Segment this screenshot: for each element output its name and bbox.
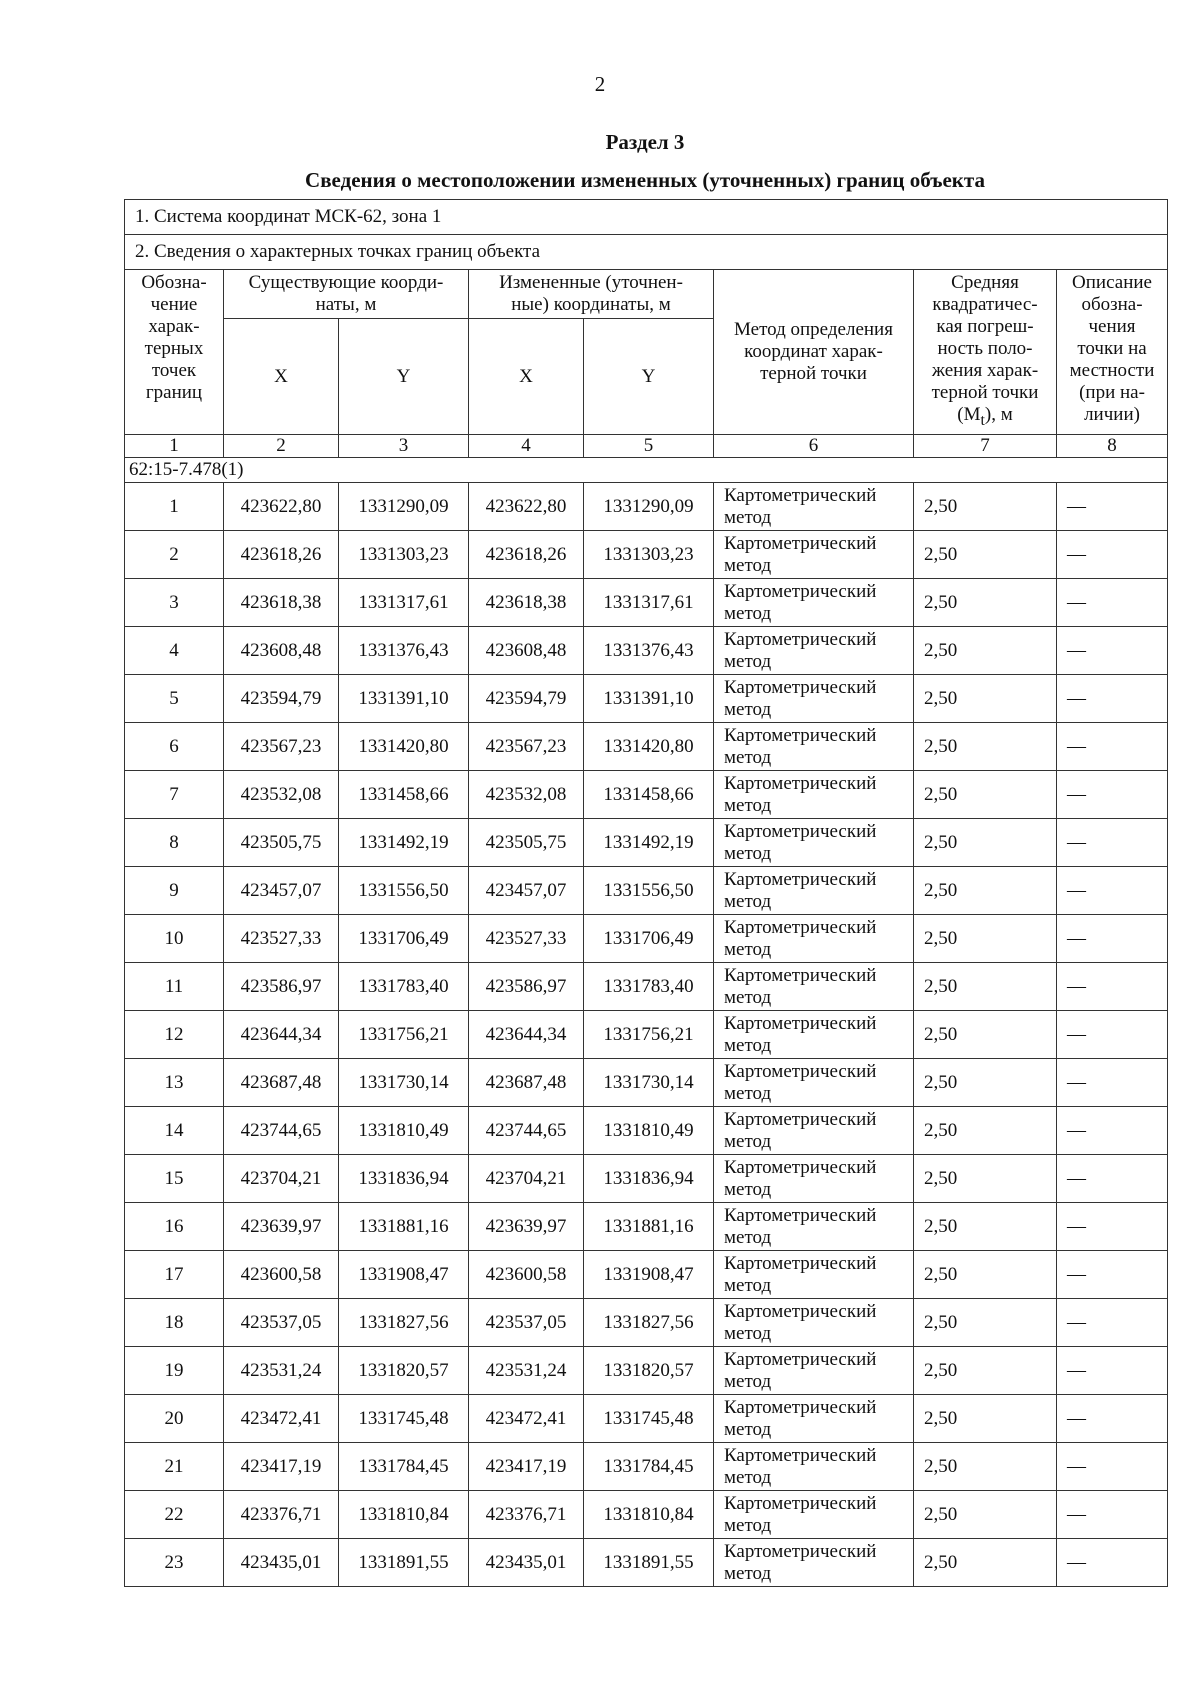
table-row [125, 531, 1168, 579]
cell-method: Картометрический метод [714, 1491, 914, 1539]
cell-existing-x: 423505,75 [224, 819, 339, 867]
cell-point-number: 4 [125, 627, 224, 675]
column-numbers-row [125, 435, 1168, 458]
cell-changed-y: 1331556,50 [584, 867, 714, 915]
cell-changed-y: 1331784,45 [584, 1443, 714, 1491]
cell-point-number: 15 [125, 1155, 224, 1203]
cell-mean-square-error: 2,50 [914, 531, 1057, 579]
cell-changed-y: 1331881,16 [584, 1203, 714, 1251]
table-row [125, 579, 1168, 627]
cell-changed-x: 423531,24 [469, 1347, 584, 1395]
cell-existing-x: 423567,23 [224, 723, 339, 771]
cell-point-number: 1 [125, 483, 224, 531]
cell-existing-x: 423644,34 [224, 1011, 339, 1059]
cell-existing-y: 1331458,66 [339, 771, 469, 819]
cell-existing-x: 423532,08 [224, 771, 339, 819]
table-row [125, 723, 1168, 771]
cell-point-number: 12 [125, 1011, 224, 1059]
table-row [125, 1107, 1168, 1155]
cell-changed-x: 423527,33 [469, 915, 584, 963]
cell-description: — [1057, 963, 1168, 1011]
column-number: 5 [584, 435, 714, 458]
cell-method: Картометрический метод [714, 579, 914, 627]
cell-existing-y: 1331891,55 [339, 1539, 469, 1587]
cell-mean-square-error: 2,50 [914, 915, 1057, 963]
table-row [125, 867, 1168, 915]
cell-point-number: 3 [125, 579, 224, 627]
cell-existing-x: 423704,21 [224, 1155, 339, 1203]
document-title: Сведения о местоположении измененных (уточненных) границ объекта [305, 168, 985, 192]
cell-mean-square-error: 2,50 [914, 1299, 1057, 1347]
column-number: 6 [714, 435, 914, 458]
cell-changed-y: 1331836,94 [584, 1155, 714, 1203]
cell-description: — [1057, 915, 1168, 963]
cell-existing-x: 423618,26 [224, 531, 339, 579]
cell-changed-x: 423505,75 [469, 819, 584, 867]
table-row [125, 483, 1168, 531]
cell-point-number: 13 [125, 1059, 224, 1107]
header-changed-x: X [469, 319, 584, 435]
cell-method: Картометрический метод [714, 867, 914, 915]
cell-existing-y: 1331317,61 [339, 579, 469, 627]
cell-mean-square-error: 2,50 [914, 723, 1057, 771]
cell-mean-square-error: 2,50 [914, 1107, 1057, 1155]
cell-changed-y: 1331420,80 [584, 723, 714, 771]
cell-method: Картометрический метод [714, 1011, 914, 1059]
cell-method: Картометрический метод [714, 723, 914, 771]
points-heading-text: 2. Сведения о характерных точках границ объекта [125, 235, 1168, 270]
cell-existing-y: 1331420,80 [339, 723, 469, 771]
cell-point-number: 19 [125, 1347, 224, 1395]
cell-changed-x: 423472,41 [469, 1395, 584, 1443]
table-row [125, 675, 1168, 723]
cell-existing-x: 423618,38 [224, 579, 339, 627]
cell-changed-x: 423644,34 [469, 1011, 584, 1059]
cell-method: Картометрический метод [714, 1155, 914, 1203]
coordinate-system-row [125, 200, 1168, 235]
table-row [125, 1443, 1168, 1491]
cell-description: — [1057, 1059, 1168, 1107]
cell-existing-y: 1331492,19 [339, 819, 469, 867]
cell-description: — [1057, 867, 1168, 915]
cell-existing-x: 423608,48 [224, 627, 339, 675]
cell-changed-x: 423457,07 [469, 867, 584, 915]
cell-mean-square-error: 2,50 [914, 1155, 1057, 1203]
parcel-group-row [125, 458, 1168, 483]
cell-mean-square-error: 2,50 [914, 579, 1057, 627]
cell-mean-square-error: 2,50 [914, 1395, 1057, 1443]
cell-method: Картометрический метод [714, 1443, 914, 1491]
table-row [125, 627, 1168, 675]
cell-description: — [1057, 1203, 1168, 1251]
cell-existing-y: 1331784,45 [339, 1443, 469, 1491]
cell-method: Картометрический метод [714, 1107, 914, 1155]
cell-description: — [1057, 1011, 1168, 1059]
cell-existing-y: 1331756,21 [339, 1011, 469, 1059]
cell-existing-x: 423435,01 [224, 1539, 339, 1587]
cell-description: — [1057, 1107, 1168, 1155]
header-changed-coordinates: Измененные (уточнен- ные) координаты, м [469, 270, 714, 319]
cell-changed-y: 1331891,55 [584, 1539, 714, 1587]
cell-method: Картометрический метод [714, 915, 914, 963]
cell-existing-y: 1331908,47 [339, 1251, 469, 1299]
cell-changed-y: 1331730,14 [584, 1059, 714, 1107]
cell-changed-y: 1331458,66 [584, 771, 714, 819]
cell-changed-y: 1331783,40 [584, 963, 714, 1011]
cell-changed-y: 1331391,10 [584, 675, 714, 723]
cell-changed-y: 1331820,57 [584, 1347, 714, 1395]
cell-description: — [1057, 819, 1168, 867]
cell-mean-square-error: 2,50 [914, 1011, 1057, 1059]
cell-existing-x: 423600,58 [224, 1251, 339, 1299]
column-number: 8 [1057, 435, 1168, 458]
cell-changed-x: 423639,97 [469, 1203, 584, 1251]
cell-mean-square-error: 2,50 [914, 1443, 1057, 1491]
cell-description: — [1057, 771, 1168, 819]
cell-changed-x: 423608,48 [469, 627, 584, 675]
cell-existing-x: 423472,41 [224, 1395, 339, 1443]
cell-mean-square-error: 2,50 [914, 1539, 1057, 1587]
header-designation: Обозна- чение харак- терных точек границ [125, 270, 224, 435]
cell-point-number: 16 [125, 1203, 224, 1251]
cell-existing-x: 423639,97 [224, 1203, 339, 1251]
column-number: 2 [224, 435, 339, 458]
cell-description: — [1057, 675, 1168, 723]
cell-mean-square-error: 2,50 [914, 867, 1057, 915]
cell-point-number: 9 [125, 867, 224, 915]
cell-changed-y: 1331317,61 [584, 579, 714, 627]
cell-changed-y: 1331492,19 [584, 819, 714, 867]
cell-existing-x: 423594,79 [224, 675, 339, 723]
cell-description: — [1057, 483, 1168, 531]
cell-description: — [1057, 1443, 1168, 1491]
cell-point-number: 5 [125, 675, 224, 723]
cell-method: Картометрический метод [714, 963, 914, 1011]
cell-changed-y: 1331376,43 [584, 627, 714, 675]
cell-point-number: 22 [125, 1491, 224, 1539]
cell-changed-x: 423687,48 [469, 1059, 584, 1107]
cell-method: Картометрический метод [714, 819, 914, 867]
cell-point-number: 8 [125, 819, 224, 867]
cell-existing-x: 423537,05 [224, 1299, 339, 1347]
table-row [125, 819, 1168, 867]
cell-changed-x: 423618,38 [469, 579, 584, 627]
cell-mean-square-error: 2,50 [914, 627, 1057, 675]
cell-changed-x: 423435,01 [469, 1539, 584, 1587]
cell-changed-x: 423376,71 [469, 1491, 584, 1539]
cell-mean-square-error: 2,50 [914, 483, 1057, 531]
cell-existing-x: 423744,65 [224, 1107, 339, 1155]
cell-changed-y: 1331908,47 [584, 1251, 714, 1299]
cell-method: Картометрический метод [714, 483, 914, 531]
cell-point-number: 11 [125, 963, 224, 1011]
cell-method: Картометрический метод [714, 1347, 914, 1395]
cell-method: Картометрический метод [714, 1059, 914, 1107]
table-row [125, 1155, 1168, 1203]
table-row [125, 1395, 1168, 1443]
cell-description: — [1057, 1539, 1168, 1587]
cell-method: Картометрический метод [714, 1395, 914, 1443]
cell-method: Картометрический метод [714, 1299, 914, 1347]
column-number: 1 [125, 435, 224, 458]
cell-existing-x: 423622,80 [224, 483, 339, 531]
cell-changed-y: 1331810,84 [584, 1491, 714, 1539]
cell-point-number: 23 [125, 1539, 224, 1587]
cell-existing-y: 1331836,94 [339, 1155, 469, 1203]
section-title: Раздел 3 [605, 130, 685, 154]
cell-changed-y: 1331290,09 [584, 483, 714, 531]
cell-mean-square-error: 2,50 [914, 1491, 1057, 1539]
table-row [125, 771, 1168, 819]
cell-existing-y: 1331827,56 [339, 1299, 469, 1347]
header-method: Метод определения координат харак- терной точки [714, 270, 914, 435]
cell-changed-x: 423417,19 [469, 1443, 584, 1491]
cell-description: — [1057, 1299, 1168, 1347]
cell-point-number: 21 [125, 1443, 224, 1491]
table-row [125, 1299, 1168, 1347]
column-number: 4 [469, 435, 584, 458]
header-mean-square-error: Средняя квадратичес- кая погреш- ность поло- жения харак- терной точки $(M_t)$, м [914, 270, 1057, 435]
cell-existing-x: 423531,24 [224, 1347, 339, 1395]
cell-method: Картометрический метод [714, 1539, 914, 1587]
cell-existing-y: 1331745,48 [339, 1395, 469, 1443]
cell-mean-square-error: 2,50 [914, 675, 1057, 723]
cell-mean-square-error: 2,50 [914, 1251, 1057, 1299]
cell-existing-x: 423687,48 [224, 1059, 339, 1107]
header-row-top [125, 270, 1168, 319]
cell-description: — [1057, 1395, 1168, 1443]
cell-description: — [1057, 627, 1168, 675]
cell-mean-square-error: 2,50 [914, 1203, 1057, 1251]
cell-point-number: 14 [125, 1107, 224, 1155]
cell-existing-y: 1331706,49 [339, 915, 469, 963]
cell-changed-y: 1331706,49 [584, 915, 714, 963]
header-description: Описание обозна- чения точки на местности (при на- личии) [1057, 270, 1168, 435]
cell-mean-square-error: 2,50 [914, 963, 1057, 1011]
cell-existing-y: 1331810,49 [339, 1107, 469, 1155]
coordinate-system-text: 1. Система координат МСК-62, зона 1 [125, 200, 1168, 235]
cell-existing-x: 423376,71 [224, 1491, 339, 1539]
cell-mean-square-error: 2,50 [914, 1059, 1057, 1107]
cell-point-number: 17 [125, 1251, 224, 1299]
cell-changed-x: 423594,79 [469, 675, 584, 723]
cell-point-number: 18 [125, 1299, 224, 1347]
cell-existing-y: 1331820,57 [339, 1347, 469, 1395]
table-row [125, 1059, 1168, 1107]
boundary-points-table [124, 199, 1168, 1587]
cell-method: Картометрический метод [714, 771, 914, 819]
cell-existing-x: 423417,19 [224, 1443, 339, 1491]
cell-changed-x: 423618,26 [469, 531, 584, 579]
cell-point-number: 20 [125, 1395, 224, 1443]
cell-changed-x: 423567,23 [469, 723, 584, 771]
cell-mean-square-error: 2,50 [914, 771, 1057, 819]
table-row [125, 915, 1168, 963]
cell-point-number: 7 [125, 771, 224, 819]
cell-existing-y: 1331290,09 [339, 483, 469, 531]
cell-mean-square-error: 2,50 [914, 1347, 1057, 1395]
cell-changed-x: 423622,80 [469, 483, 584, 531]
cell-existing-y: 1331303,23 [339, 531, 469, 579]
cell-changed-y: 1331745,48 [584, 1395, 714, 1443]
cell-description: — [1057, 1491, 1168, 1539]
cell-existing-y: 1331556,50 [339, 867, 469, 915]
cell-existing-y: 1331881,16 [339, 1203, 469, 1251]
cell-changed-y: 1331827,56 [584, 1299, 714, 1347]
table-row [125, 1491, 1168, 1539]
cell-method: Картометрический метод [714, 1203, 914, 1251]
cell-description: — [1057, 1347, 1168, 1395]
cell-point-number: 2 [125, 531, 224, 579]
cell-description: — [1057, 579, 1168, 627]
cell-existing-y: 1331376,43 [339, 627, 469, 675]
cell-description: — [1057, 723, 1168, 771]
cell-existing-y: 1331783,40 [339, 963, 469, 1011]
cell-existing-x: 423527,33 [224, 915, 339, 963]
cell-description: — [1057, 531, 1168, 579]
cell-changed-x: 423532,08 [469, 771, 584, 819]
header-changed-y: Y [584, 319, 714, 435]
points-heading-row [125, 235, 1168, 270]
table-row [125, 1347, 1168, 1395]
header-existing-y: Y [339, 319, 469, 435]
cell-method: Картометрический метод [714, 627, 914, 675]
table-row [125, 1203, 1168, 1251]
cell-changed-y: 1331756,21 [584, 1011, 714, 1059]
cell-description: — [1057, 1155, 1168, 1203]
cell-method: Картометрический метод [714, 1251, 914, 1299]
cell-mean-square-error: 2,50 [914, 819, 1057, 867]
cell-changed-x: 423537,05 [469, 1299, 584, 1347]
cell-changed-x: 423704,21 [469, 1155, 584, 1203]
header-existing-x: X [224, 319, 339, 435]
cell-existing-x: 423457,07 [224, 867, 339, 915]
column-number: 3 [339, 435, 469, 458]
cell-point-number: 6 [125, 723, 224, 771]
cell-changed-x: 423586,97 [469, 963, 584, 1011]
table-row [125, 1011, 1168, 1059]
cell-existing-x: 423586,97 [224, 963, 339, 1011]
cell-changed-y: 1331810,49 [584, 1107, 714, 1155]
page-number: 2 [594, 72, 606, 96]
cell-point-number: 10 [125, 915, 224, 963]
cell-changed-x: 423744,65 [469, 1107, 584, 1155]
cell-existing-y: 1331730,14 [339, 1059, 469, 1107]
cell-existing-y: 1331810,84 [339, 1491, 469, 1539]
header-existing-coordinates: Существующие коорди- наты, м [224, 270, 469, 319]
cell-changed-x: 423600,58 [469, 1251, 584, 1299]
cell-description: — [1057, 1251, 1168, 1299]
cell-method: Картометрический метод [714, 531, 914, 579]
parcel-group-label: 62:15-7.478(1) [125, 458, 1168, 483]
table-row [125, 1539, 1168, 1587]
cell-changed-y: 1331303,23 [584, 531, 714, 579]
cell-method: Картометрический метод [714, 675, 914, 723]
cell-existing-y: 1331391,10 [339, 675, 469, 723]
table-row [125, 963, 1168, 1011]
column-number: 7 [914, 435, 1057, 458]
table-row [125, 1251, 1168, 1299]
